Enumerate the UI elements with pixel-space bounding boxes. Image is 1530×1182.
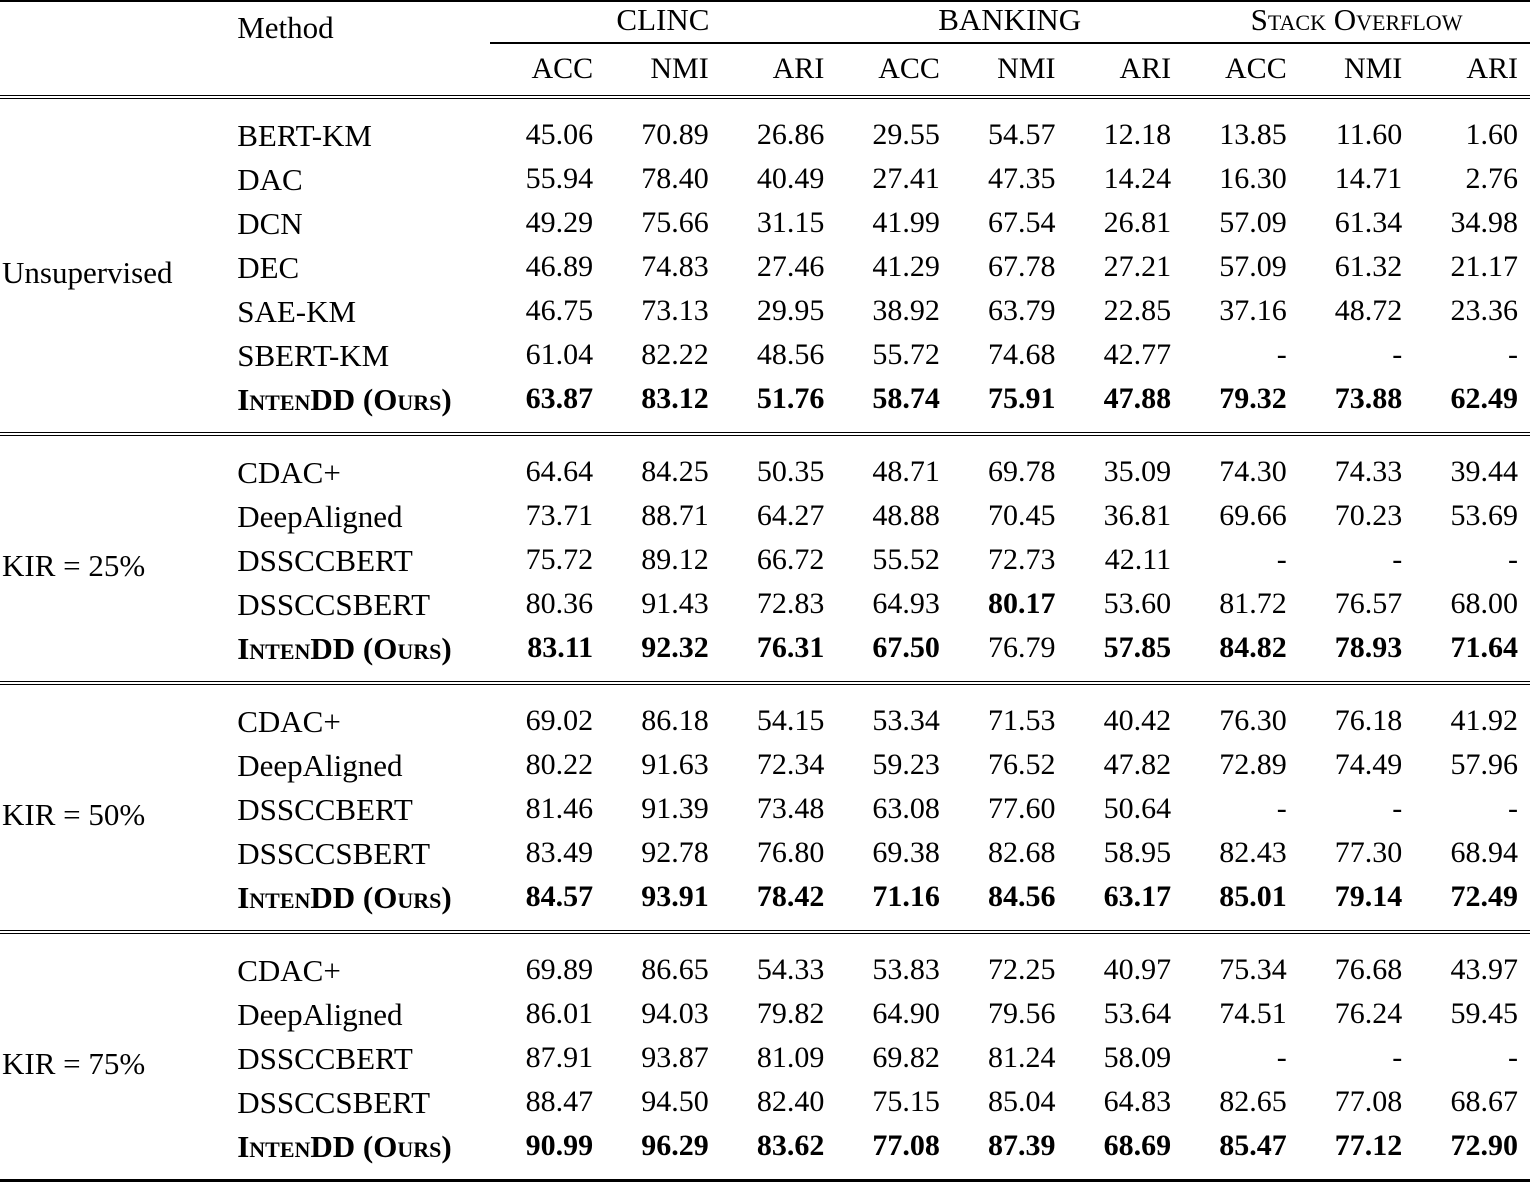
metric-value-cell: 40.42 — [1068, 683, 1184, 743]
metric-header-stackoverflow-ari: ARI — [1414, 45, 1530, 97]
metric-value-cell: 71.64 — [1414, 626, 1530, 683]
table-head — [0, 1, 1530, 97]
metric-value-cell: - — [1414, 787, 1530, 831]
header-group-row — [0, 1, 1530, 41]
metric-value-cell: - — [1183, 538, 1299, 582]
method-name-smallcaps-inner: nten — [249, 1129, 310, 1164]
metric-value-cell: 58.09 — [1068, 1036, 1184, 1080]
metric-value-cell: 38.92 — [836, 289, 952, 333]
metric-value-cell: 73.71 — [490, 494, 606, 538]
method-name-cell: CDAC+ — [233, 434, 489, 494]
method-name-close-paren: ) — [441, 1129, 451, 1164]
method-name-cell: CDAC+ — [233, 683, 489, 743]
metric-value-cell: 53.83 — [836, 932, 952, 992]
dataset-group-label: Stack Overflow — [1251, 2, 1463, 37]
method-name-tail: DD (O — [310, 631, 397, 666]
metric-value-cell: 69.38 — [836, 831, 952, 875]
metric-value-cell: 96.29 — [605, 1124, 721, 1181]
method-name-cell: CDAC+ — [233, 932, 489, 992]
metric-value-cell: 14.24 — [1068, 157, 1184, 201]
metric-value-cell: 76.52 — [952, 743, 1068, 787]
metric-value-cell: 22.85 — [1068, 289, 1184, 333]
method-name-cell: DEC — [233, 245, 489, 289]
metric-value-cell: 75.15 — [836, 1080, 952, 1124]
metric-value-cell: 59.45 — [1414, 992, 1530, 1036]
metric-value-cell: 55.72 — [836, 333, 952, 377]
metric-value-cell: 57.09 — [1183, 245, 1299, 289]
metric-value-cell: 90.99 — [490, 1124, 606, 1181]
metric-value-cell: 63.08 — [836, 787, 952, 831]
metric-header-banking-acc: ACC — [836, 45, 952, 97]
metric-value-cell: 29.55 — [836, 97, 952, 157]
metric-value-cell: 16.30 — [1183, 157, 1299, 201]
metric-value-cell: 82.65 — [1183, 1080, 1299, 1124]
metric-header-clinc-nmi: NMI — [605, 45, 721, 97]
metric-value-cell: 83.62 — [721, 1124, 837, 1181]
metric-value-cell: 75.72 — [490, 538, 606, 582]
metric-value-cell: 40.49 — [721, 157, 837, 201]
table-row — [0, 434, 1530, 494]
metric-value-cell: 23.36 — [1414, 289, 1530, 333]
metric-value-cell: 69.66 — [1183, 494, 1299, 538]
metric-value-cell: 13.85 — [1183, 97, 1299, 157]
metric-value-cell: - — [1414, 538, 1530, 582]
metric-value-cell: 77.30 — [1299, 831, 1415, 875]
metric-value-cell: 27.41 — [836, 157, 952, 201]
method-name-tail: DD (O — [310, 1129, 397, 1164]
table-body — [0, 97, 1530, 1182]
metric-value-cell: 69.82 — [836, 1036, 952, 1080]
table-row — [0, 932, 1530, 992]
metric-value-cell: 48.71 — [836, 434, 952, 494]
metric-value-cell: 53.60 — [1068, 582, 1184, 626]
metric-value-cell: 82.43 — [1183, 831, 1299, 875]
metric-value-cell: 40.97 — [1068, 932, 1184, 992]
metric-value-cell: 72.73 — [952, 538, 1068, 582]
method-name-cell: DeepAligned — [233, 743, 489, 787]
metric-value-cell: - — [1414, 333, 1530, 377]
metric-value-cell: 69.89 — [490, 932, 606, 992]
metric-value-cell: 67.78 — [952, 245, 1068, 289]
metric-value-cell: 64.64 — [490, 434, 606, 494]
method-name-cell: DSSCCSBERT — [233, 831, 489, 875]
corner-cell-empty — [0, 1, 233, 41]
metric-value-cell: 41.92 — [1414, 683, 1530, 743]
metric-value-cell: 85.01 — [1183, 875, 1299, 932]
method-name-cell: SBERT-KM — [233, 333, 489, 377]
metric-value-cell: 54.33 — [721, 932, 837, 992]
metric-value-cell: 79.56 — [952, 992, 1068, 1036]
metric-value-cell: 70.45 — [952, 494, 1068, 538]
metric-value-cell: 68.00 — [1414, 582, 1530, 626]
metric-value-cell: 71.53 — [952, 683, 1068, 743]
method-name-cell — [233, 626, 489, 683]
metric-value-cell: 67.54 — [952, 201, 1068, 245]
method-name-ours-inner: urs — [397, 631, 441, 666]
method-name-ours-inner: urs — [397, 880, 441, 915]
metric-value-cell: 55.94 — [490, 157, 606, 201]
metric-value-cell: 84.57 — [490, 875, 606, 932]
metric-value-cell: 39.44 — [1414, 434, 1530, 494]
method-name-cell: DAC — [233, 157, 489, 201]
metric-value-cell: 67.50 — [836, 626, 952, 683]
metric-value-cell: 70.23 — [1299, 494, 1415, 538]
method-name-cell: DeepAligned — [233, 494, 489, 538]
metric-value-cell: 72.89 — [1183, 743, 1299, 787]
metric-value-cell: 47.82 — [1068, 743, 1184, 787]
metric-value-cell: 77.08 — [836, 1124, 952, 1181]
metric-value-cell: 76.31 — [721, 626, 837, 683]
metric-value-cell: 71.16 — [836, 875, 952, 932]
method-name-smallcaps-inner: nten — [249, 631, 310, 666]
metric-value-cell: 84.82 — [1183, 626, 1299, 683]
metric-value-cell: - — [1183, 1036, 1299, 1080]
metric-value-cell: 94.50 — [605, 1080, 721, 1124]
section-label-2: KIR = 50% — [0, 683, 233, 932]
metric-value-cell: - — [1414, 1036, 1530, 1080]
metric-value-cell: 42.11 — [1068, 538, 1184, 582]
metric-value-cell: 66.72 — [721, 538, 837, 582]
metric-value-cell: 26.86 — [721, 97, 837, 157]
metric-value-cell: 76.57 — [1299, 582, 1415, 626]
metric-value-cell: 29.95 — [721, 289, 837, 333]
metric-value-cell: 81.72 — [1183, 582, 1299, 626]
metric-value-cell: 86.01 — [490, 992, 606, 1036]
method-name-tail: DD (O — [310, 382, 397, 417]
metric-value-cell: 48.72 — [1299, 289, 1415, 333]
metric-value-cell: 57.85 — [1068, 626, 1184, 683]
metric-value-cell: 14.71 — [1299, 157, 1415, 201]
method-name-smallcaps: I — [237, 1129, 249, 1164]
metric-value-cell: 36.81 — [1068, 494, 1184, 538]
method-name-cell: DSSCCBERT — [233, 1036, 489, 1080]
method-name-smallcaps-inner: nten — [249, 880, 310, 915]
metric-value-cell: 47.35 — [952, 157, 1068, 201]
metric-header-banking-nmi: NMI — [952, 45, 1068, 97]
metric-value-cell: 94.03 — [605, 992, 721, 1036]
method-name-cell: DSSCCSBERT — [233, 582, 489, 626]
table-row — [0, 97, 1530, 157]
metric-value-cell: 87.91 — [490, 1036, 606, 1080]
method-name-cell: DSSCCBERT — [233, 787, 489, 831]
metric-value-cell: 76.18 — [1299, 683, 1415, 743]
metric-value-cell: 91.43 — [605, 582, 721, 626]
dataset-group-header-clinc — [490, 1, 837, 41]
method-name-ours-inner: urs — [397, 1129, 441, 1164]
metric-value-cell: 63.17 — [1068, 875, 1184, 932]
metric-value-cell: 50.64 — [1068, 787, 1184, 831]
metric-value-cell: 76.24 — [1299, 992, 1415, 1036]
metric-value-cell: 43.97 — [1414, 932, 1530, 992]
metric-value-cell: 74.68 — [952, 333, 1068, 377]
metric-value-cell: 1.60 — [1414, 97, 1530, 157]
metric-value-cell: 75.91 — [952, 377, 1068, 434]
metric-value-cell: 83.49 — [490, 831, 606, 875]
metric-value-cell: 61.04 — [490, 333, 606, 377]
metric-value-cell: 64.83 — [1068, 1080, 1184, 1124]
metric-value-cell: 37.16 — [1183, 289, 1299, 333]
method-name-close-paren: ) — [441, 631, 451, 666]
metric-value-cell: 55.52 — [836, 538, 952, 582]
dataset-group-label: BANKING — [938, 2, 1081, 37]
metric-value-cell: - — [1183, 787, 1299, 831]
metric-value-cell: 85.47 — [1183, 1124, 1299, 1181]
metric-value-cell: 92.78 — [605, 831, 721, 875]
metric-header-stackoverflow-acc: ACC — [1183, 45, 1299, 97]
metric-value-cell: 79.14 — [1299, 875, 1415, 932]
metric-value-cell: 27.21 — [1068, 245, 1184, 289]
metric-value-cell: 78.42 — [721, 875, 837, 932]
metric-value-cell: 68.69 — [1068, 1124, 1184, 1181]
metric-row-spacer — [0, 45, 233, 97]
metric-value-cell: 41.99 — [836, 201, 952, 245]
metric-value-cell: 86.65 — [605, 932, 721, 992]
metric-value-cell: 68.94 — [1414, 831, 1530, 875]
metric-value-cell: 73.48 — [721, 787, 837, 831]
metric-value-cell: 74.49 — [1299, 743, 1415, 787]
section-label-1: KIR = 25% — [0, 434, 233, 683]
metric-value-cell: 61.32 — [1299, 245, 1415, 289]
metric-value-cell: 63.87 — [490, 377, 606, 434]
metric-value-cell: 45.06 — [490, 97, 606, 157]
metric-value-cell: 54.15 — [721, 683, 837, 743]
metric-value-cell: 84.25 — [605, 434, 721, 494]
metric-value-cell: 48.56 — [721, 333, 837, 377]
metric-value-cell: 2.76 — [1414, 157, 1530, 201]
method-name-close-paren: ) — [441, 382, 451, 417]
metric-value-cell: 21.17 — [1414, 245, 1530, 289]
metric-value-cell: 53.69 — [1414, 494, 1530, 538]
metric-value-cell: 34.98 — [1414, 201, 1530, 245]
metric-header-stackoverflow-nmi: NMI — [1299, 45, 1415, 97]
metric-value-cell: 73.13 — [605, 289, 721, 333]
dataset-group-header-banking — [836, 1, 1183, 41]
metric-value-cell: 79.32 — [1183, 377, 1299, 434]
method-name-cell: DSSCCBERT — [233, 538, 489, 582]
metric-value-cell: - — [1299, 787, 1415, 831]
metric-value-cell: 75.34 — [1183, 932, 1299, 992]
metric-value-cell: 64.93 — [836, 582, 952, 626]
metric-value-cell: 48.88 — [836, 494, 952, 538]
metric-value-cell: 76.68 — [1299, 932, 1415, 992]
metric-value-cell: 11.60 — [1299, 97, 1415, 157]
metric-value-cell: 53.34 — [836, 683, 952, 743]
metric-value-cell: 93.91 — [605, 875, 721, 932]
method-name-cell: DCN — [233, 201, 489, 245]
metric-value-cell: 81.24 — [952, 1036, 1068, 1080]
section-label-0: Unsupervised — [0, 97, 233, 434]
method-name-cell — [233, 377, 489, 434]
metric-value-cell: 81.09 — [721, 1036, 837, 1080]
metric-value-cell: 80.17 — [952, 582, 1068, 626]
metric-value-cell: 57.96 — [1414, 743, 1530, 787]
metric-value-cell: 83.12 — [605, 377, 721, 434]
metric-value-cell: 80.22 — [490, 743, 606, 787]
metric-value-cell: 77.08 — [1299, 1080, 1415, 1124]
method-name-cell: BERT-KM — [233, 97, 489, 157]
method-name-smallcaps: I — [237, 382, 249, 417]
method-name-smallcaps-inner: nten — [249, 382, 310, 417]
metric-value-cell: 87.39 — [952, 1124, 1068, 1181]
metric-value-cell: 46.89 — [490, 245, 606, 289]
metric-value-cell: 62.49 — [1414, 377, 1530, 434]
metric-value-cell: 26.81 — [1068, 201, 1184, 245]
metric-value-cell: 77.60 — [952, 787, 1068, 831]
metric-value-cell: - — [1183, 333, 1299, 377]
metric-value-cell: 91.63 — [605, 743, 721, 787]
metric-value-cell: 50.35 — [721, 434, 837, 494]
metric-value-cell: 82.40 — [721, 1080, 837, 1124]
metric-value-cell: 69.78 — [952, 434, 1068, 494]
dataset-group-header-stackoverflow — [1183, 1, 1530, 41]
header-metric-row — [0, 45, 1530, 97]
metric-value-cell: 72.34 — [721, 743, 837, 787]
metric-value-cell: 72.83 — [721, 582, 837, 626]
metric-value-cell: 61.34 — [1299, 201, 1415, 245]
metric-value-cell: 59.23 — [836, 743, 952, 787]
metric-value-cell: 74.83 — [605, 245, 721, 289]
metric-header-clinc-ari: ARI — [721, 45, 837, 97]
metric-value-cell: 49.29 — [490, 201, 606, 245]
metric-value-cell: 77.12 — [1299, 1124, 1415, 1181]
metric-value-cell: 88.47 — [490, 1080, 606, 1124]
method-column-header: Method — [233, 1, 489, 97]
method-name-cell: DeepAligned — [233, 992, 489, 1036]
metric-value-cell: 72.49 — [1414, 875, 1530, 932]
metric-header-banking-ari: ARI — [1068, 45, 1184, 97]
metric-value-cell: 74.30 — [1183, 434, 1299, 494]
metric-value-cell: 84.56 — [952, 875, 1068, 932]
dataset-group-label: CLINC — [616, 2, 709, 37]
metric-value-cell: 58.74 — [836, 377, 952, 434]
metric-value-cell: 27.46 — [721, 245, 837, 289]
method-name-ours-inner: urs — [397, 382, 441, 417]
metric-value-cell: - — [1299, 1036, 1415, 1080]
metric-value-cell: 68.67 — [1414, 1080, 1530, 1124]
metric-value-cell: 76.79 — [952, 626, 1068, 683]
metric-value-cell: 78.40 — [605, 157, 721, 201]
metric-value-cell: 83.11 — [490, 626, 606, 683]
metric-value-cell: 91.39 — [605, 787, 721, 831]
metric-value-cell: 93.87 — [605, 1036, 721, 1080]
method-name-cell: SAE-KM — [233, 289, 489, 333]
metric-value-cell: 35.09 — [1068, 434, 1184, 494]
section-label-3: KIR = 75% — [0, 932, 233, 1181]
metric-value-cell: 63.79 — [952, 289, 1068, 333]
method-name-smallcaps: I — [237, 880, 249, 915]
metric-value-cell: 72.25 — [952, 932, 1068, 992]
metric-value-cell: 57.09 — [1183, 201, 1299, 245]
metric-value-cell: 47.88 — [1068, 377, 1184, 434]
method-name-cell — [233, 1124, 489, 1181]
metric-value-cell: 88.71 — [605, 494, 721, 538]
metric-value-cell: 80.36 — [490, 582, 606, 626]
method-name-cell — [233, 875, 489, 932]
metric-value-cell: 86.18 — [605, 683, 721, 743]
metric-value-cell: 53.64 — [1068, 992, 1184, 1036]
metric-value-cell: 12.18 — [1068, 97, 1184, 157]
metric-value-cell: 72.90 — [1414, 1124, 1530, 1181]
metric-value-cell: 82.22 — [605, 333, 721, 377]
metric-value-cell: 89.12 — [605, 538, 721, 582]
metric-value-cell: 69.02 — [490, 683, 606, 743]
metric-value-cell: - — [1299, 538, 1415, 582]
metric-value-cell: 64.90 — [836, 992, 952, 1036]
metric-value-cell: 73.88 — [1299, 377, 1415, 434]
method-name-smallcaps: I — [237, 631, 249, 666]
metric-value-cell: - — [1299, 333, 1415, 377]
method-name-cell: DSSCCSBERT — [233, 1080, 489, 1124]
metric-value-cell: 81.46 — [490, 787, 606, 831]
metric-value-cell: 85.04 — [952, 1080, 1068, 1124]
metric-value-cell: 51.76 — [721, 377, 837, 434]
metric-value-cell: 41.29 — [836, 245, 952, 289]
metric-value-cell: 82.68 — [952, 831, 1068, 875]
metric-value-cell: 31.15 — [721, 201, 837, 245]
metric-value-cell: 54.57 — [952, 97, 1068, 157]
metric-header-clinc-acc: ACC — [490, 45, 606, 97]
metric-value-cell: 78.93 — [1299, 626, 1415, 683]
metric-value-cell: 58.95 — [1068, 831, 1184, 875]
metric-value-cell: 79.82 — [721, 992, 837, 1036]
metric-value-cell: 76.80 — [721, 831, 837, 875]
metric-value-cell: 92.32 — [605, 626, 721, 683]
method-name-close-paren: ) — [441, 880, 451, 915]
metric-value-cell: 46.75 — [490, 289, 606, 333]
metric-value-cell: 75.66 — [605, 201, 721, 245]
method-name-tail: DD (O — [310, 880, 397, 915]
metric-value-cell: 74.51 — [1183, 992, 1299, 1036]
metric-value-cell: 42.77 — [1068, 333, 1184, 377]
metric-value-cell: 70.89 — [605, 97, 721, 157]
metric-value-cell: 64.27 — [721, 494, 837, 538]
metric-value-cell: 74.33 — [1299, 434, 1415, 494]
metric-value-cell: 76.30 — [1183, 683, 1299, 743]
table-row — [0, 683, 1530, 743]
